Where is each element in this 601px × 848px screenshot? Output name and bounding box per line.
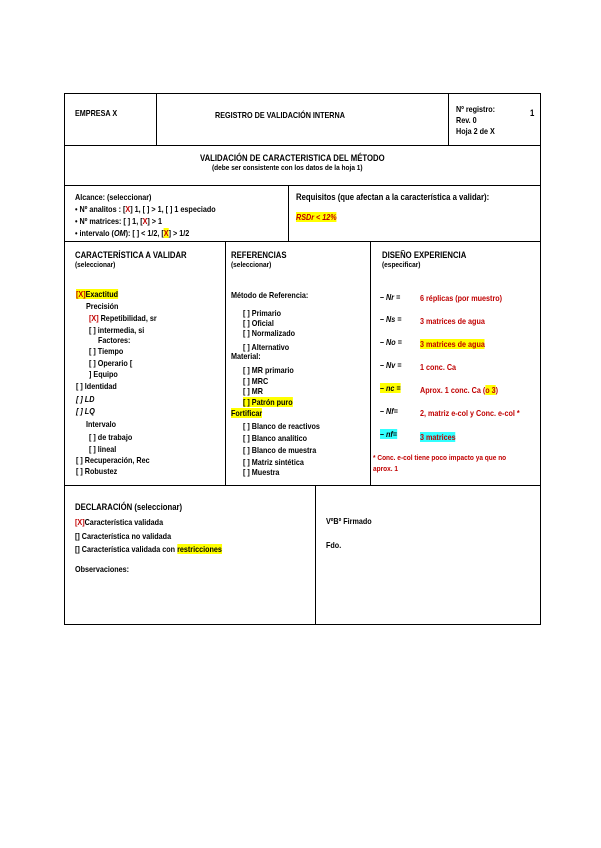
material-label: Material: <box>231 351 261 361</box>
fdo-label: Fdo. <box>326 540 342 550</box>
nf-value: 2, matriz e-col y Conc. e-col * <box>420 408 520 418</box>
nc-value: Aprox. 1 conc. Ca (o 3) <box>420 385 499 395</box>
no-value: 3 matrices de agua <box>420 339 485 349</box>
tiempo-item: [ ] Tiempo <box>89 346 124 356</box>
oficial-item: [ ] Oficial <box>243 318 274 328</box>
alcance-intervalo: • intervalo (OM): [ ] < 1/2, [X] > 1/2 <box>75 228 190 238</box>
col2-title: REFERENCIAS <box>231 250 287 260</box>
col3-title: DISEÑO EXPERIENCIA <box>382 250 467 260</box>
intervalo-label: Intervalo <box>86 419 117 429</box>
col3-subtitle: (especificar) <box>382 260 421 269</box>
matriz-item: [ ] Matriz sintética <box>243 457 304 467</box>
header-company-cell <box>64 93 157 146</box>
requisitos-heading: Requisitos (que afectan a la característica a validar): <box>296 192 490 202</box>
ld-item: [ ] LD <box>76 394 95 404</box>
registro-label: Nº registro: <box>456 104 496 114</box>
ns-label: – Ns = <box>380 314 402 324</box>
metodo-label: Método de Referencia: <box>231 290 309 300</box>
factores-label: Factores: <box>98 335 131 345</box>
blanco-muestra-item: [ ] Blanco de muestra <box>243 445 317 455</box>
lineal-item: [ ] lineal <box>89 444 117 454</box>
declaracion-validada: [X]Característica validada <box>75 517 164 527</box>
observaciones-label: Observaciones: <box>75 564 130 574</box>
trabajo-item: [ ] de trabajo <box>89 432 133 442</box>
section-title: VALIDACIÓN DE CARACTERISTICA DEL MÉTODO <box>200 153 385 163</box>
alcance-heading: Alcance: (seleccionar) <box>75 192 152 202</box>
exactitud-item: [X]Exactitud <box>76 289 119 299</box>
col1-title: CARACTERÍSTICA A VALIDAR <box>75 250 187 260</box>
requisitos-value: RSDr < 12% <box>296 212 337 222</box>
alcance-analitos: • Nº analitos : [X] 1, [ ] > 1, [ ] 1 especiado <box>75 204 216 214</box>
primario-item: [ ] Primario <box>243 308 282 318</box>
nf-label: – Nf= <box>380 406 398 416</box>
repetibilidad-item: [X] Repetibilidad, sr <box>89 313 157 323</box>
note-line2: aprox. 1 <box>373 464 399 473</box>
declaracion-no-validada: [] Característica no validada <box>75 531 172 541</box>
precision-label: Precisión <box>86 301 119 311</box>
note-line1: * Conc. e-col tiene poco impacto ya que no <box>373 453 507 462</box>
mr-primario-item: [ ] MR primario <box>243 365 294 375</box>
alternativo-item: [ ] Alternativo <box>243 342 290 352</box>
patron-item: [ ] Patrón puro <box>243 397 293 407</box>
nv-label: – Nv = <box>380 360 402 370</box>
nv-value: 1 conc. Ca <box>420 362 457 372</box>
robustez-item: [ ] Robustez <box>76 466 118 476</box>
recuperacion-item: [ ] Recuperación, Rec <box>76 455 150 465</box>
blanco-analitico-item: [ ] Blanco analítico <box>243 433 308 443</box>
fortificar-label: Fortificar <box>231 408 263 418</box>
operario-item: [ ] Operario [ <box>89 358 133 368</box>
ns-value: 3 matrices de agua <box>420 316 485 326</box>
vb-firmado: VºBº Firmado <box>326 516 372 526</box>
page-number: 1 <box>530 108 535 118</box>
hoja: Hoja 2 de X <box>456 126 495 136</box>
company-name: EMPRESA X <box>75 108 118 118</box>
alcance-matrices: • Nº matrices: [ ] 1, [X] > 1 <box>75 216 163 226</box>
record-title: REGISTRO DE VALIDACIÓN INTERNA <box>215 110 345 120</box>
section-subtitle: (debe ser consistente con los datos de la hoja 1) <box>212 163 363 172</box>
firma-cell <box>315 485 541 625</box>
mr-item: [ ] MR <box>243 386 264 396</box>
nc-label: – nc = <box>380 383 401 393</box>
equipo-item: ] Equipo <box>89 369 118 379</box>
intermedia-item: [ ] intermedia, si <box>89 325 145 335</box>
nr-label: – Nr = <box>380 292 401 302</box>
no-label: – No = <box>380 337 402 347</box>
blanco-reactivos-item: [ ] Blanco de reactivos <box>243 421 320 431</box>
normalizado-item: [ ] Normalizado <box>243 328 296 338</box>
nr-value: 6 réplicas (por muestro) <box>420 293 503 303</box>
col1-subtitle: (seleccionar) <box>75 260 116 269</box>
mrc-item: [ ] MRC <box>243 376 269 386</box>
declaracion-restricciones: [] Característica validada con restricciones <box>75 544 222 554</box>
nf2-value: 3 matrices <box>420 432 456 442</box>
revision: Rev. 0 <box>456 115 477 125</box>
identidad-item: [ ] Identidad <box>76 381 117 391</box>
declaracion-heading: DECLARACIÓN (seleccionar) <box>75 502 183 512</box>
lq-item: [ ] LQ <box>76 406 95 416</box>
muestra-item: [ ] Muestra <box>243 467 280 477</box>
col2-subtitle: (seleccionar) <box>231 260 272 269</box>
nf2-label: – nf= <box>380 429 398 439</box>
